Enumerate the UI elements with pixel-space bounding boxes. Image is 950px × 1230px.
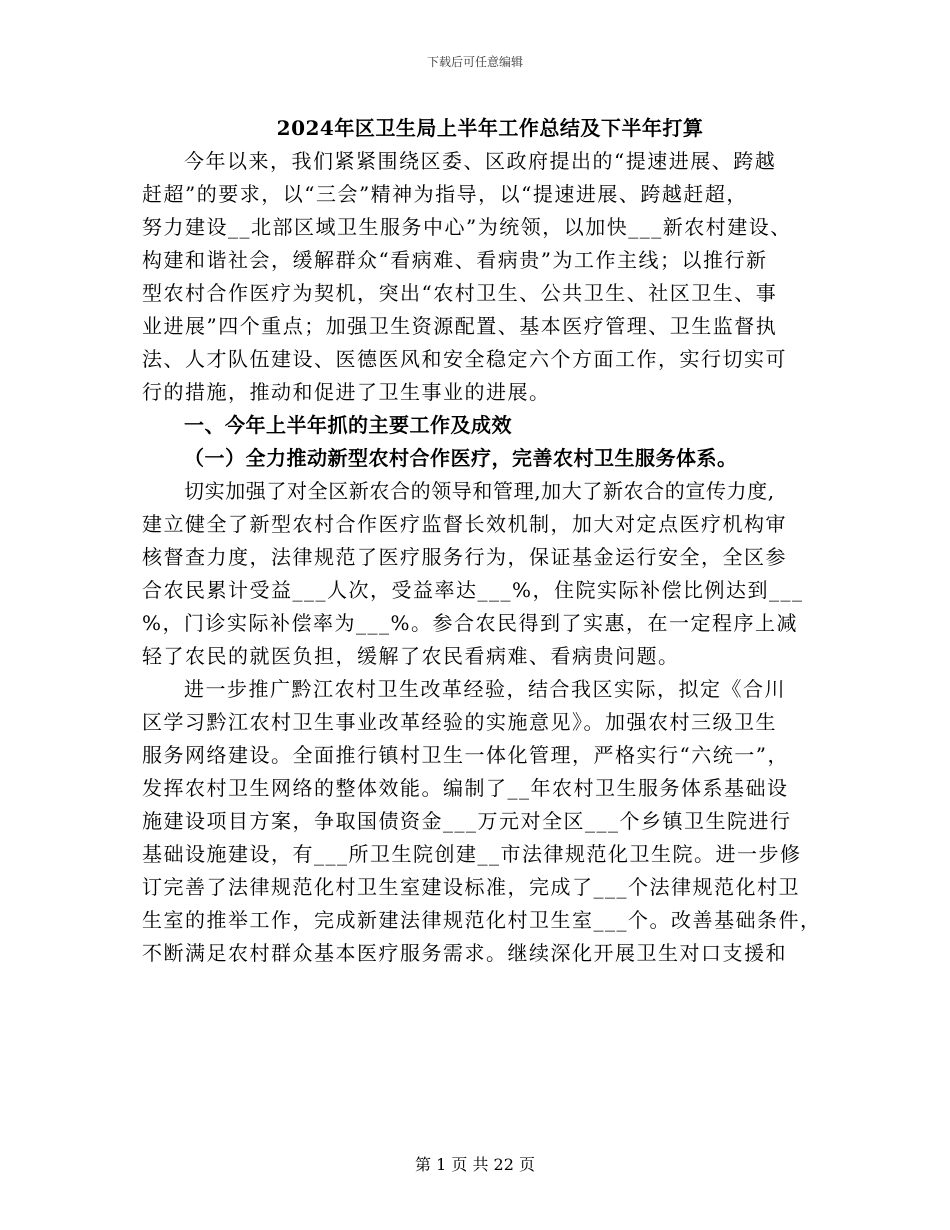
section-heading: 一、今年上半年抓的主要工作及成效 [184,413,512,437]
page-header-note: 下载后可任意编辑 [426,55,523,69]
paragraph-line: 不断满足农村群众基本医疗服务需求。继续深化开展卫生对口支援和 [142,941,787,965]
intro-line: 行的措施，推动和促进了卫生事业的进展。 [142,380,551,404]
paragraph-line: 切实加强了对全区新农合的领导和管理,加大了新农合的宣传力度, [184,479,775,503]
paragraph-line: 发挥农村卫生网络的整体效能。编制了__年农村卫生服务体系基础设 [142,776,789,800]
intro-line: 业进展”四个重点；加强卫生资源配置、基本医疗管理、卫生监督执 [142,314,778,338]
paragraph-line: 生室的推举工作，完成新建法律规范化村卫生室___个。改善基础条件， [142,908,822,932]
paragraph-1 [142,475,814,673]
paragraph-line: 订完善了法律规范化村卫生室建设标准，完成了___个法律规范化村卫 [142,875,800,899]
subsection-heading: （一）全力推动新型农村合作医疗，完善农村卫生服务体系。 [184,446,738,470]
paragraph-line: 施建设项目方案，争取国债资金___万元对全区___个乡镇卫生院进行 [142,809,792,833]
intro-line: 型农村合作医疗为契机，突出“农村卫生、公共卫生、社区卫生、事 [142,281,778,305]
intro-line: 构建和谐社会，缓解群众“看病难、看病贵”为工作主线；以推行新 [142,248,768,272]
paragraph-line: 核督查力度，法律规范了医疗服务行为，保证基金运行安全，全区参 [142,545,787,569]
intro-paragraph [142,145,814,409]
paragraph-line: 区学习黔江农村卫生事业改革经验的实施意见》。加强农村三级卫生 [142,710,777,734]
paragraph-line: 轻了农民的就医负担，缓解了农民看病难、看病贵问题。 [142,644,680,668]
paragraph-line: %，门诊实际补偿率为___%。参合农民得到了实惠，在一定程序上减 [142,611,799,635]
intro-line: 努力建设__北部区域卫生服务中心”为统领，以加快___新农村建设、 [142,215,792,239]
paragraph-line: 合农民累计受益___人次，受益率达___%，住院实际补偿比例达到___ [142,578,804,602]
paragraph-line: 建立健全了新型农村合作医疗监督长效机制，加大对定点医疗机构审 [142,512,787,536]
intro-line: 法、人才队伍建设、医德医风和安全稳定六个方面工作，实行切实可 [142,347,787,371]
intro-line: 今年以来，我们紧紧围绕区委、区政府提出的“提速进展、跨越 [184,149,777,173]
paragraph-2 [142,673,822,970]
page-number: 第 1 页 共 22 页 [415,1155,535,1174]
paragraph-line: 服务网络建设。全面推行镇村卫生一体化管理，严格实行“六统一”， [142,743,789,767]
document-title: 2024年区卫生局上半年工作总结及下半年打算 [276,116,704,140]
document-body [142,112,822,970]
paragraph-line: 基础设施建设，有___所卫生院创建__市法律规范化卫生院。进一步修 [142,842,802,866]
intro-line: 赶超”的要求，以“三会”精神为指导，以“提速进展、跨越赶超， [142,182,748,206]
paragraph-line: 进一步推广黔江农村卫生改革经验，结合我区实际，拟定《合川 [184,677,786,701]
